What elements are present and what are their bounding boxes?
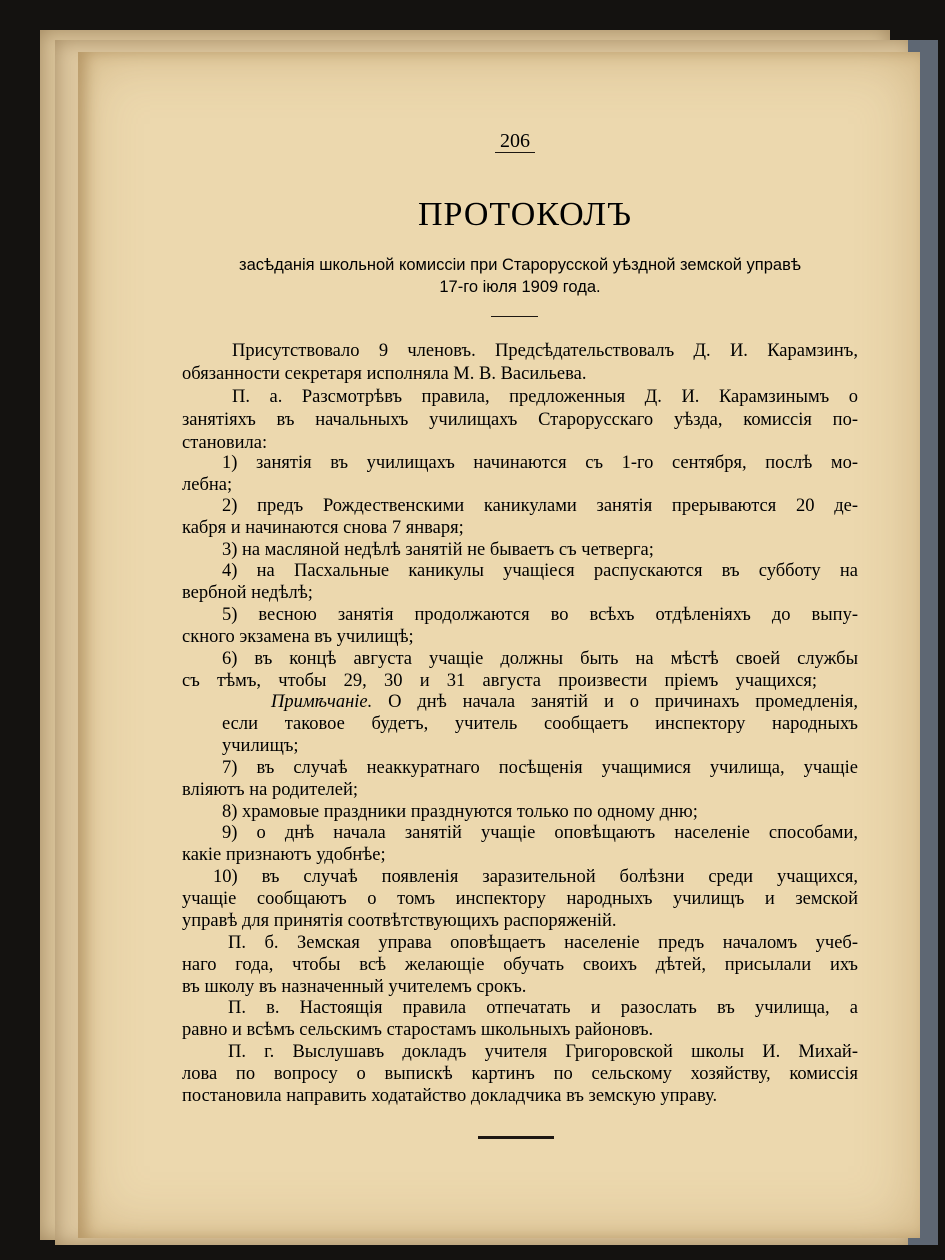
subtitle-line: 17-го іюля 1909 года. [439,278,601,296]
body-line: 10) въ случаѣ появленія заразительной болѣзни среди учащихся, [213,867,858,887]
body-line: лебна; [182,475,233,495]
body-line: 2) предъ Рождественскими каникулами занятія прерываются 20 де- [222,496,858,516]
body-line: наго года, чтобы всѣ желающіе обучать своихъ дѣтей, присылали ихъ [182,955,858,975]
body-line: П. г. Выслушавъ докладъ учителя Григоровской школы И. Михай- [228,1042,858,1062]
body-line: 6) въ концѣ августа учащіе должны быть на мѣстѣ своей службы [222,649,858,669]
body-line: вліяютъ на родителей; [182,780,359,800]
document-title: ПРОТОКОЛЪ [417,196,633,233]
body-line: лова по вопросу о выпискѣ картинъ по сельскому хозяйству, комиссія [182,1064,858,1084]
body-line: 9) о днѣ начала занятій учащіе оповѣщаютъ населеніе способами, [222,823,858,843]
body-line: Примѣчаніе. О днѣ начала занятій и о причинахъ промедленія, [271,692,858,712]
body-line: въ школу въ назначенный учителемъ срокъ. [182,977,527,997]
body-line: занятіяхъ въ начальныхъ училищахъ Старорусскаго уѣзда, комиссія по- [182,410,858,430]
body-line: равно и всѣмъ сельскимъ старостамъ школьныхъ районовъ. [182,1020,654,1040]
body-line: становила: [182,433,268,453]
body-line: П. в. Настоящія правила отпечатать и разослать въ училища, а [228,998,858,1018]
body-line: П. б. Земская управа оповѣщаетъ населеніе предъ началомъ учеб- [228,933,858,953]
body-line: училищъ; [222,736,299,756]
body-line: 5) весною занятія продолжаются во всѣхъ отдѣленіяхъ до выпу- [222,605,858,625]
document-subtitle [160,254,880,298]
body-line: Присутствовало 9 членовъ. Предсѣдательствовалъ Д. И. Карамзинъ, [232,341,858,361]
title-divider [491,316,538,317]
note-label: Примѣчаніе. [271,692,373,712]
body-line: если таковое будетъ, учитель сообщаетъ инспектору народныхъ [222,714,858,734]
body-line: постановила направить ходатайство докладчика въ земскую управу. [182,1086,718,1106]
body-line: скного экзамена въ училищѣ; [182,627,414,647]
body-line: 3) на масляной недѣлѣ занятій не бываетъ съ четверга; [222,540,654,560]
body-line: 1) занятія въ училищахъ начинаются съ 1-го сентября, послѣ мо- [222,453,858,473]
subtitle-line: засѣданія школьной комиссіи при Старорусской уѣздной земской управѣ [239,256,801,274]
body-line: кабря и начинаются снова 7 января; [182,518,464,538]
page-number: 206 [495,130,535,153]
body-line: 8) храмовые праздники празднуются только по одному дню; [222,802,698,822]
body-line: управѣ для принятія соотвѣтствующихъ распоряженій. [182,911,617,931]
body-line: съ тѣмъ, чтобы 29, 30 и 31 августа произвести пріемъ учащихся; [182,671,817,691]
end-divider [478,1136,554,1139]
body-line: вербной недѣлѣ; [182,583,313,603]
body-line: обязанности секретаря исполняла М. В. Васильева. [182,364,587,384]
body-line: 4) на Пасхальные каникулы учащіеся распускаются въ субботу на [222,561,858,581]
body-line: какіе признаютъ удобнѣе; [182,845,386,865]
body-line: П. а. Разсмотрѣвъ правила, предложенныя Д. И. Карамзинымъ о [232,387,858,407]
body-line: 7) въ случаѣ неаккуратнаго посѣщенія учащимися училища, учащіе [222,758,858,778]
body-line: учащіе сообщаютъ о томъ инспектору народныхъ училищъ и земской [182,889,858,909]
